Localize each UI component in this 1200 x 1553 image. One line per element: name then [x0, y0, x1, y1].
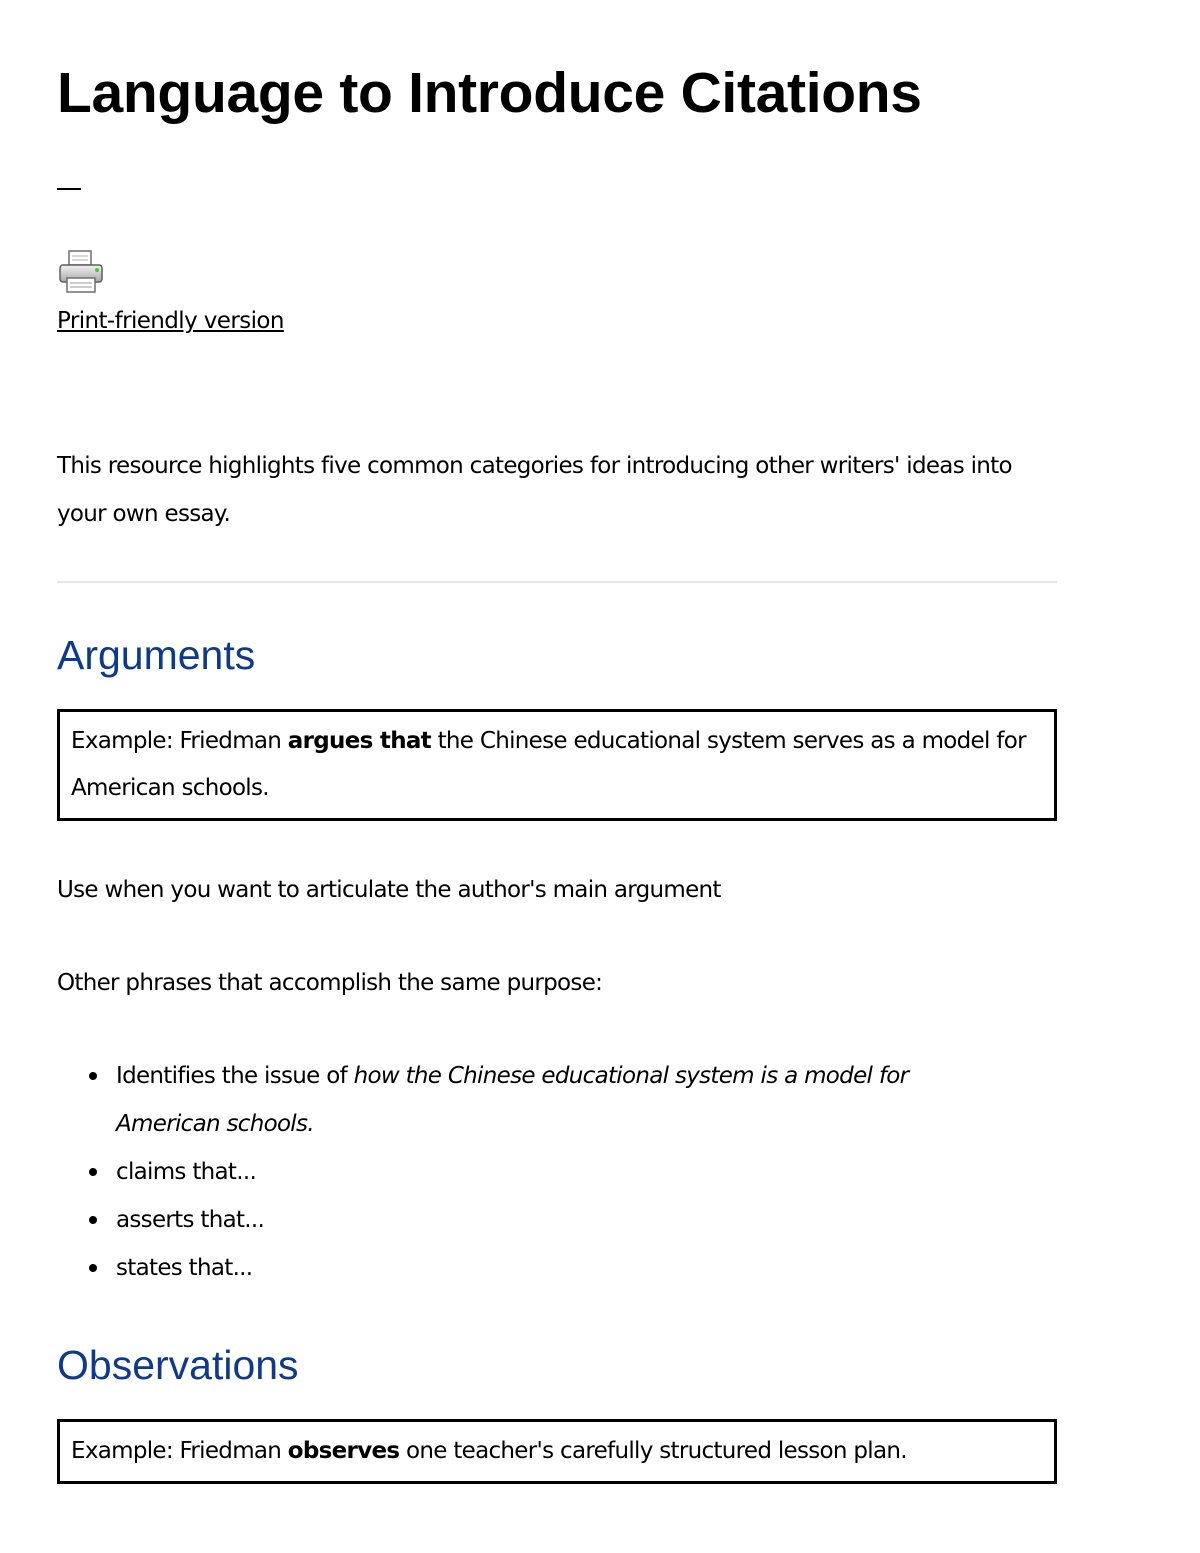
- example-prefix: Example: Friedman: [71, 728, 288, 754]
- intro-paragraph: This resource highlights five common categories for introducing other writers' ideas into your own essay.: [57, 453, 1012, 527]
- section-divider: [57, 581, 1057, 583]
- bullet-icon: [89, 1216, 97, 1224]
- section-heading-arguments: Arguments: [57, 632, 256, 678]
- example-keyword: argues that: [287, 728, 431, 754]
- usage-text-arguments: Use when you want to articulate the author's main argument: [57, 877, 721, 903]
- other-phrases-label: Other phrases that accomplish the same purpose:: [57, 970, 603, 996]
- list-item: [57, 1244, 1057, 1292]
- section-heading-observations: Observations: [57, 1342, 299, 1388]
- example-box-observations: [57, 1419, 1057, 1484]
- title-dash-divider: [57, 188, 81, 190]
- example-keyword: observes: [287, 1438, 400, 1464]
- bullet-icon: [89, 1072, 97, 1080]
- list-item-text: claims that...: [116, 1159, 257, 1185]
- list-item-text: states that...: [116, 1255, 253, 1281]
- printer-icon[interactable]: [57, 248, 105, 296]
- page-title: Language to Introduce Citations: [57, 61, 922, 125]
- bullet-icon: [89, 1264, 97, 1272]
- example-suffix: one teacher's carefully structured lesson plan.: [399, 1438, 907, 1464]
- phrase-list-arguments: [57, 1052, 1057, 1292]
- list-item: [57, 1196, 1057, 1244]
- example-box-arguments: [57, 709, 1057, 821]
- list-item-text: Identifies the issue of: [116, 1063, 354, 1089]
- example-prefix: Example: Friedman: [71, 1438, 288, 1464]
- list-item-italic-text: how the Chinese educational system is a model for American schools.: [116, 1063, 909, 1137]
- example-suffix: the Chinese educational system serves as a model for American schools.: [71, 728, 1026, 801]
- list-item: [57, 1052, 1057, 1148]
- bullet-icon: [89, 1168, 97, 1176]
- print-friendly-link[interactable]: Print-friendly version: [57, 308, 284, 334]
- list-item: [57, 1148, 1057, 1196]
- list-item-text: asserts that...: [116, 1207, 265, 1233]
